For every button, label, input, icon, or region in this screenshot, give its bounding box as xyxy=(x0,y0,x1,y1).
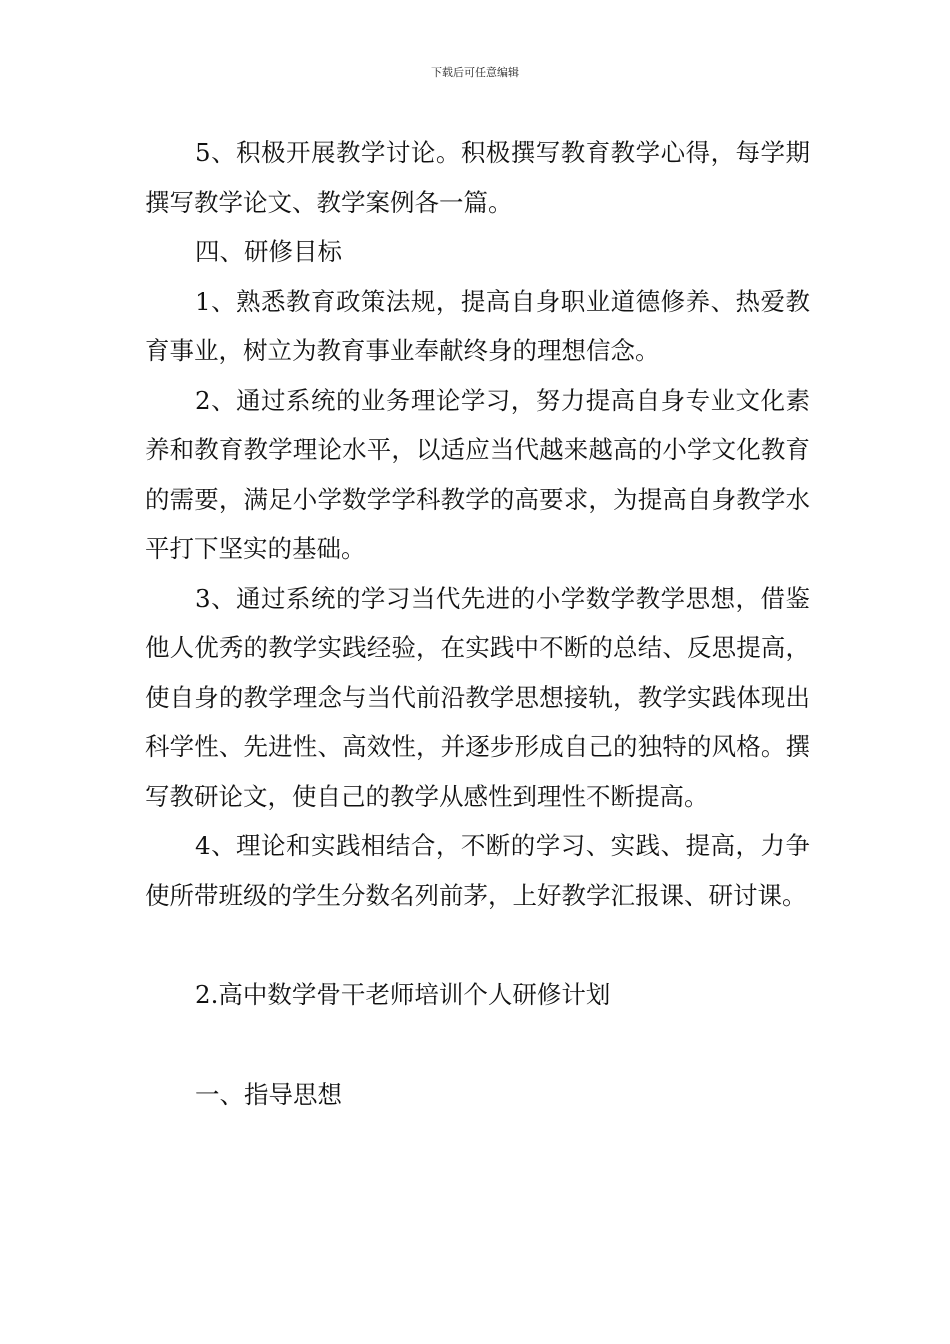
heading-guiding-ideology: 一、指导思想 xyxy=(195,1079,342,1109)
heading-research-goals: 四、研修目标 xyxy=(195,237,342,266)
paragraph-goal-2: 2、通过系统的业务理论学习，努力提高自身专业文化素养和教育教学理论水平，以适应当代越来越高的小学文化教育的需要，满足小学数学学科教学的高要求，为提高自身教学水平打下坚实的基础。 xyxy=(145,385,810,563)
paragraph-item-5: 5、积极开展教学讨论。积极撰写教育教学心得，每学期撰写教学论文、教学案例各一篇。 xyxy=(145,138,810,217)
page-header-note: 下载后可任意编辑 xyxy=(431,66,519,79)
paragraph-goal-4: 4、理论和实践相结合，不断的学习、实践、提高，力争使所带班级的学生分数名列前茅，上好教学汇报课、研讨课。 xyxy=(145,831,810,910)
document-body xyxy=(145,128,810,1119)
paragraph-goal-1: 1、熟悉教育政策法规，提高自身职业道德修养、热爱教育事业，树立为教育事业奉献终身的理想信念。 xyxy=(145,286,810,365)
section-2-title: 2.高中数学骨干老师培训个人研修计划 xyxy=(195,980,611,1009)
paragraph-goal-3: 3、通过系统的学习当代先进的小学数学教学思想，借鉴他人优秀的教学实践经验，在实践中不断的总结、反思提高，使自身的教学理念与当代前沿教学思想接轨，教学实践体现出科学性、先进性、高效性，并逐步形成自己的独特的风格。撰写教研论文，使自己的教学从感性到理性不断提高。 xyxy=(145,583,810,811)
